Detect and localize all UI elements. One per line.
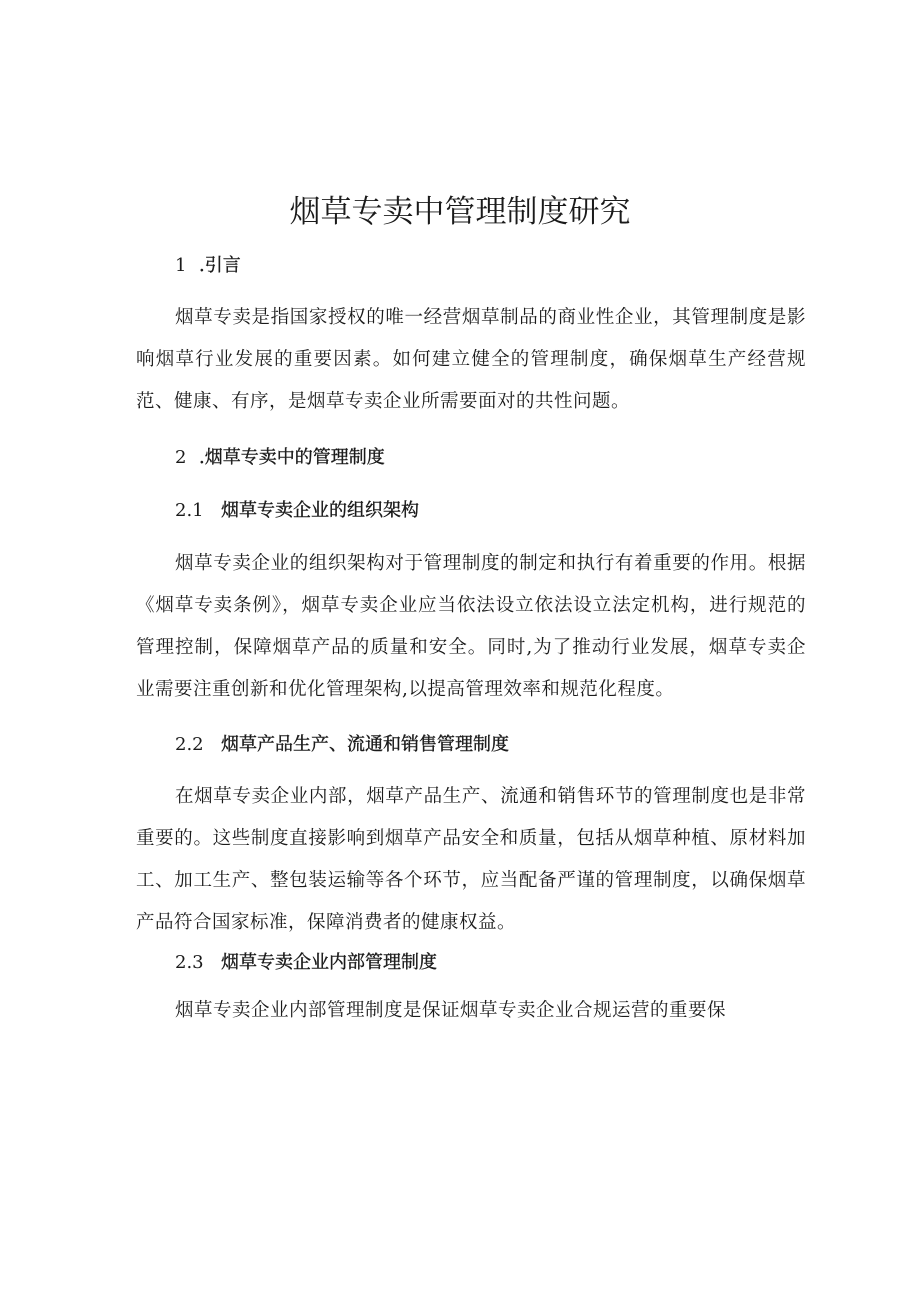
section-2-2-number: 2.2 [175, 734, 204, 755]
section-2-1-number: 2.1 [175, 500, 204, 521]
section-2-1-heading [175, 498, 419, 524]
section-1-title: .引言 [199, 255, 241, 276]
section-2-2-paragraph: 在烟草专卖企业内部，烟草产品生产、流通和销售环节的管理制度也是非常重要的。这些制度直接影响到烟草产品安全和质量，包括从烟草种植、原材料加工、加工生产、整包装运输等各个环节，应当配备严谨的管理制度，以确保烟草产品符合国家标准，保障消费者的健康权益。 [136, 786, 806, 933]
section-2-3-title: 烟草专卖企业内部管理制度 [221, 952, 437, 973]
section-2-3-number: 2.3 [175, 952, 204, 973]
section-1-heading [175, 253, 241, 279]
section-2-1-paragraph: 烟草专卖企业的组织架构对于管理制度的制定和执行有着重要的作用。根据《烟草专卖条例》，烟草专卖企业应当依法设立依法设立法定机构，进行规范的管理控制，保障烟草产品的质量和安全。同时,为了推动行业发展，烟草专卖企业需要注重创新和优化管理架构,以提高管理效率和规范化程度。 [136, 553, 806, 700]
section-2-2-heading [175, 732, 509, 758]
section-2-heading [175, 445, 385, 471]
section-2-2-title: 烟草产品生产、流通和销售管理制度 [221, 734, 509, 755]
section-2-3-heading [175, 950, 437, 976]
section-1-paragraph: 烟草专卖是指国家授权的唯一经营烟草制品的商业性企业，其管理制度是影响烟草行业发展的重要因素。如何建立健全的管理制度，确保烟草生产经营规范、健康、有序，是烟草专卖企业所需要面对的共性问题。 [136, 307, 806, 412]
document-title: 烟草专卖中管理制度研究 [289, 194, 631, 230]
section-2-3-paragraph: 烟草专卖企业内部管理制度是保证烟草专卖企业合规运营的重要保 [175, 1000, 727, 1021]
section-2-number: 2 [175, 447, 187, 468]
section-2-title: .烟草专卖中的管理制度 [199, 447, 385, 468]
section-1-number: 1 [175, 255, 187, 276]
section-2-1-title: 烟草专卖企业的组织架构 [221, 500, 419, 521]
